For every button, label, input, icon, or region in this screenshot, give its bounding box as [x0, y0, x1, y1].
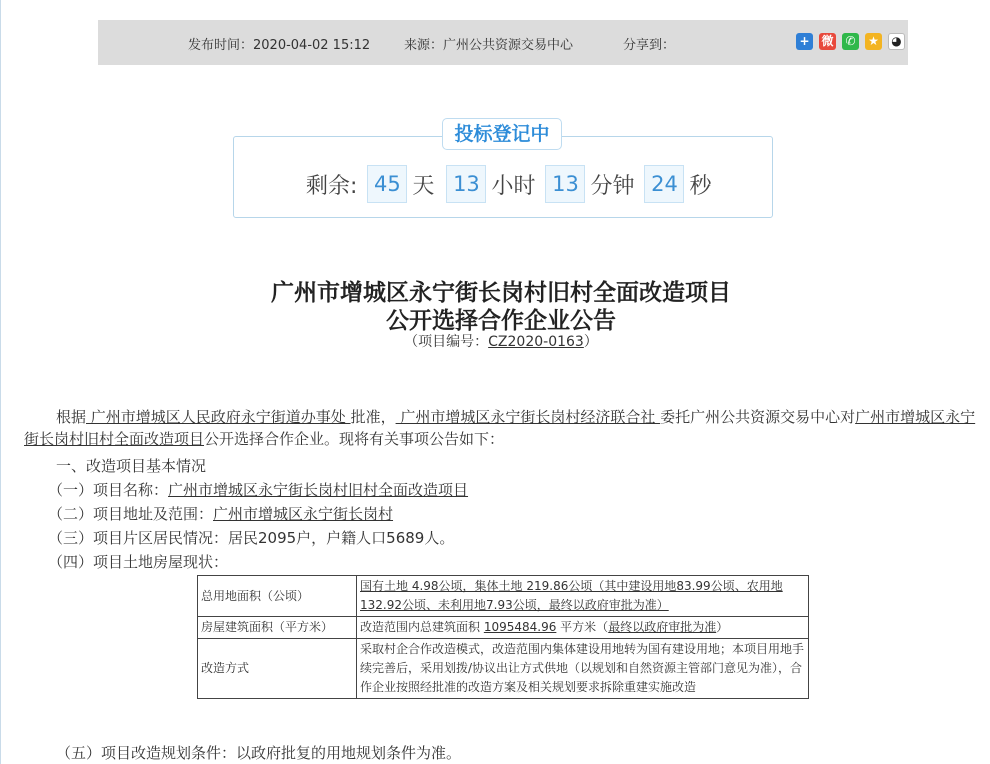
- weibo-icon[interactable]: 微: [819, 33, 836, 50]
- land-status-table: [197, 575, 809, 699]
- page-title-line1: 广州市增城区永宁街长岗村旧村全面改造项目: [271, 279, 731, 306]
- intro-org-1: 广州市增城区人民政府永宁街道办事处: [86, 408, 351, 426]
- item1-value: 广州市增城区永宁街长岗村旧村全面改造项目: [168, 481, 469, 499]
- article-info-bar: [98, 20, 908, 65]
- share-label: 分享到：: [623, 38, 676, 53]
- intro-text-4: 公开选择合作企业。现将有关事项公告如下：: [204, 430, 505, 448]
- floor-area-note: 最终以政府审批为准: [608, 620, 717, 634]
- intro-org-2: 广州市增城区永宁街长岗村经济联合社: [395, 408, 661, 426]
- qzone-icon[interactable]: ★: [865, 33, 882, 50]
- intro-text-2: 批准，: [350, 408, 396, 426]
- status-badge: 投标登记中: [442, 118, 562, 150]
- floor-area-text-a: 改造范围内总建筑面积: [360, 620, 484, 634]
- minutes-unit: 分钟: [590, 173, 635, 199]
- seconds-value: 24: [644, 165, 684, 203]
- table-row: [198, 617, 809, 639]
- section-heading: 一、改造项目基本情况: [56, 457, 207, 475]
- days-value: 45: [367, 165, 407, 203]
- qq-icon[interactable]: ◕: [888, 33, 905, 50]
- intro-text-1: 根据: [56, 408, 87, 426]
- floor-area-text-d: ）: [716, 620, 729, 634]
- minutes-value: 13: [545, 165, 585, 203]
- table-value: [357, 617, 809, 639]
- item-residents: （三）项目片区居民情况：居民2095户，户籍人口5689人。: [48, 529, 455, 547]
- land-area-value: 国有土地 4.98公顷，集体土地 219.86公顷（其中建设用地83.99公顷、农用地132.92公顷、未利用地7.93公顷，最终以政府审批为准）: [360, 579, 783, 612]
- left-border: [0, 0, 1, 764]
- item1-label: （一）项目名称：: [48, 481, 169, 499]
- item2-label: （二）项目地址及范围：: [48, 505, 214, 523]
- table-value: [357, 576, 809, 617]
- item-project-address: [48, 503, 393, 525]
- floor-area-number: 1095484.96: [483, 620, 557, 634]
- intro-text-3: 委托广州公共资源交易中心对: [660, 408, 856, 426]
- intro-paragraph: [24, 406, 984, 450]
- item-land-status: （四）项目土地房屋现状：: [48, 553, 229, 571]
- item-planning-conditions: （五）项目改造规划条件：以政府批复的用地规划条件为准。: [56, 744, 462, 762]
- project-number: [0, 331, 990, 351]
- table-key: 房屋建筑面积（平方米）: [198, 617, 357, 639]
- table-value: 采取村企合作改造模式，改造范围内集体建设用地转为国有建设用地；本项目用地手续完善后，采用划拨/协议出让方式供地（以规划和自然资源主管部门意见为准），合作企业按照经批准的改造方案及相关规划要求拆除重建实施改造: [357, 639, 809, 699]
- plus-share-icon[interactable]: +: [796, 33, 813, 50]
- floor-area-text-b: 平方米（: [556, 620, 609, 634]
- publish-time: 发布时间：2020-04-02 15:12: [188, 38, 371, 53]
- project-number-suffix: ）: [583, 334, 598, 350]
- item2-value: 广州市增城区永宁街长岗村: [213, 505, 394, 523]
- table-key: 改造方式: [198, 639, 357, 699]
- hours-value: 13: [446, 165, 486, 203]
- page-title-line2: 公开选择合作企业公告: [386, 307, 616, 334]
- project-number-prefix: （项目编号：: [404, 334, 489, 350]
- days-unit: 天: [412, 173, 435, 199]
- source: 来源：广州公共资源交易中心: [404, 38, 574, 53]
- intro-project: 广州市增城区永宁街长岗村旧村全面改造项目: [24, 408, 976, 448]
- wechat-icon[interactable]: ✆: [842, 33, 859, 50]
- table-key: 总用地面积（公顷）: [198, 576, 357, 617]
- table-row: [198, 576, 809, 617]
- countdown-row: [306, 165, 711, 203]
- share-icons: [796, 33, 905, 50]
- item-project-name: [48, 479, 468, 501]
- table-row: [198, 639, 809, 699]
- hours-unit: 小时: [491, 173, 536, 199]
- seconds-unit: 秒: [689, 173, 712, 199]
- project-number-value: CZ2020-0163: [488, 334, 584, 350]
- remaining-label: 剩余:: [306, 173, 358, 199]
